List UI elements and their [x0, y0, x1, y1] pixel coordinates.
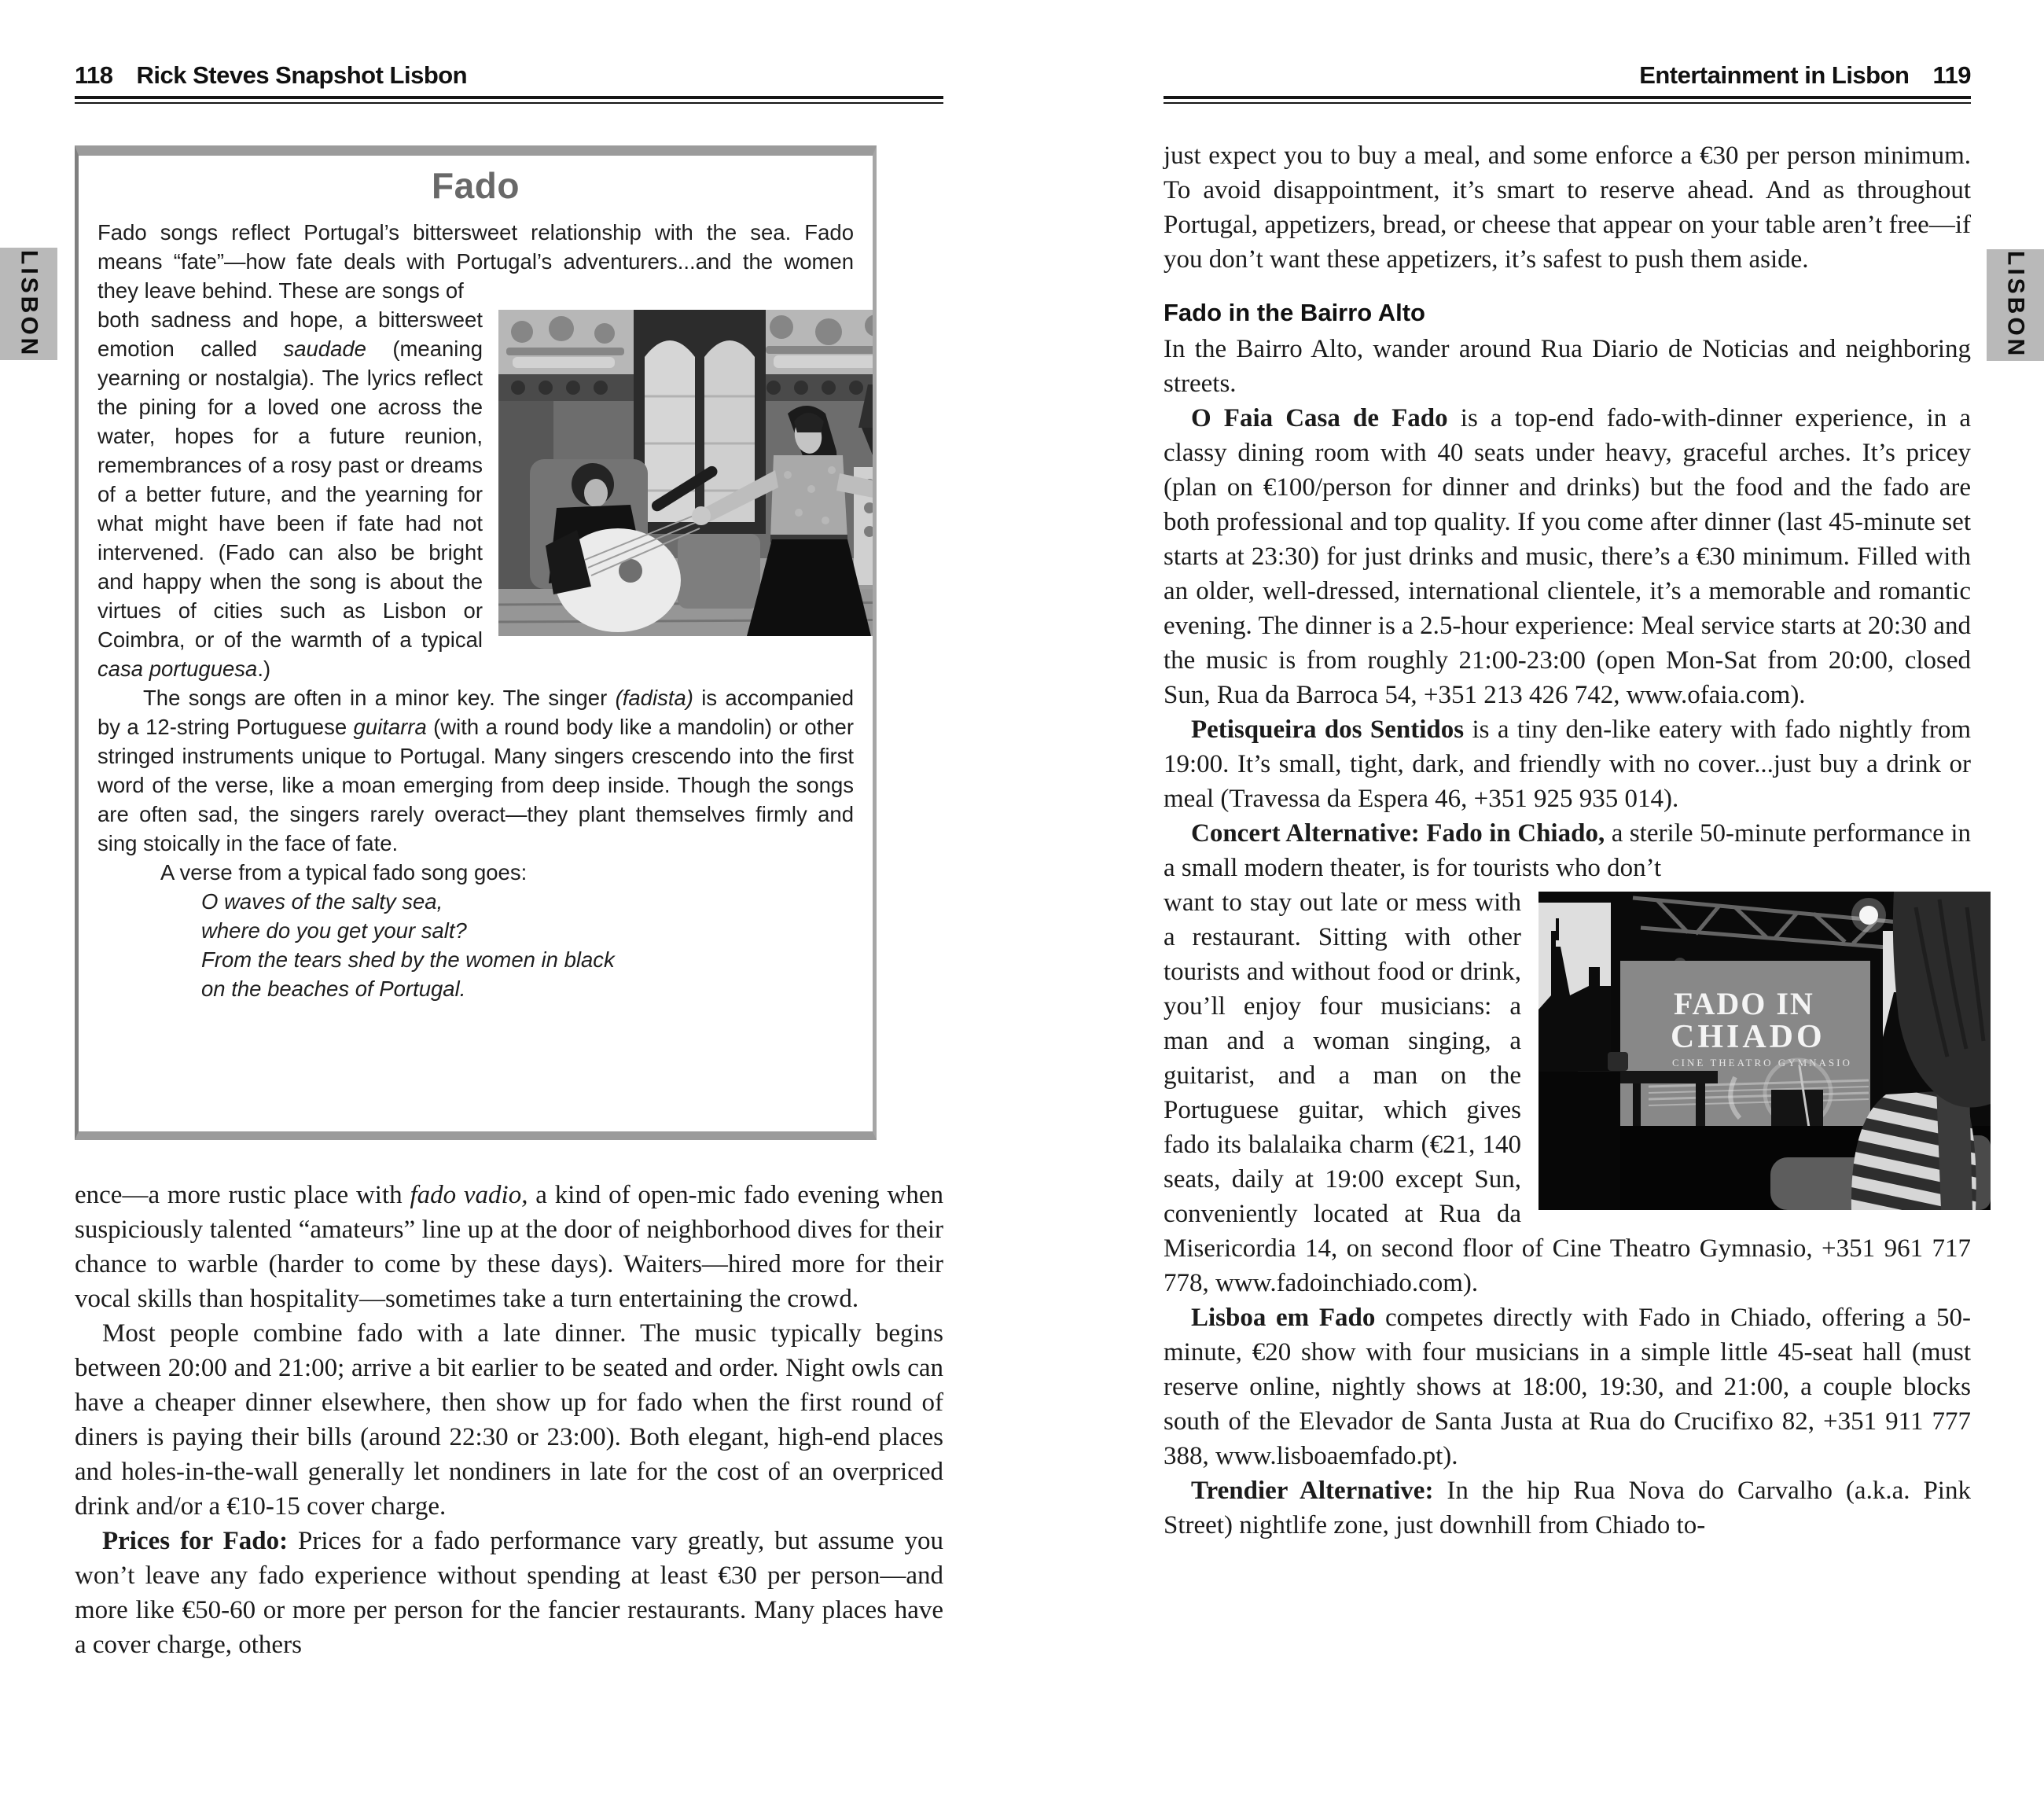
- fado-performance-photo-art: [498, 310, 877, 636]
- right-header-rule: [1164, 96, 1971, 104]
- body-paragraph: Most people combine fado with a late dinner. The music typically begins between 20:00 and 21:00; arrive a bit earlier to be seated and order. Night owls can have a cheaper dinner elsewhere, then show up for fado when the first round of diners is paying their bills (around 22:30 or 23:00). Both elegant, high-end places and holes-in-the-wall generally let nondiners in late for the cost of an overpriced drink and/or a €10-15 cover charge.: [75, 1319, 943, 1521]
- left-page-number: 118: [75, 61, 113, 89]
- sidebar-paragraph: A verse from a typical fado song goes:: [160, 860, 528, 885]
- fado-in-chiado-photo-art: [1539, 892, 1991, 1210]
- left-page-body: [75, 1178, 943, 1662]
- right-running-title: Entertainment in Lisbon: [1639, 61, 1910, 89]
- body-paragraph: Petisqueira dos Sentidos is a tiny den-like eatery with fado nightly from 19:00. It’s small, tight, dark, and friendly with no cover...just buy a drink or meal (Travessa da Espera 46, +351 925 935 014).: [1164, 715, 1971, 813]
- body-paragraph: ence—a more rustic place with fado vadio, a kind of open-mic fado evening when suspiciously talented “amateurs” line up at the door of neighborhood dives for their chance to warble (harder to come by these days). Waiters—hired more for their vocal skills than hospitality—sometimes take a turn entertaining the crowd.: [75, 1181, 943, 1313]
- sidebar-paragraph: Fado songs reflect Portugal’s bittersweet relationship with the sea. Fado means “fate”—how fate deals with Portugal’s adventurers...and the women they leave behind. These are songs of: [97, 220, 854, 303]
- svg-text:CHIADO: CHIADO: [1671, 1019, 1825, 1055]
- fado-performance-photo: [498, 310, 877, 636]
- sidebar-paragraph: [97, 305, 854, 683]
- left-page-header: [75, 61, 467, 90]
- sidebar-paragraph: The songs are often in a minor key. The singer (fadista) is accompanied by a 12-string Portuguese guitarra (with a round body like a mandolin) or other stringed instruments unique to Portugal. Many singers crescendo into the first word of the verse, like a moan emerging from deep inside. Though the songs are often sad, the singers rarely overact—they plant themselves firmly and sing stoically in the face of fate.: [97, 686, 855, 855]
- fado-verse: O waves of the salty sea, where do you get your salt? From the tears shed by the women in black on the beaches of Portugal.: [201, 889, 615, 1001]
- svg-text:CINE THEATRO GYMNASIO: CINE THEATRO GYMNASIO: [1672, 1057, 1852, 1068]
- svg-text:FADO IN: FADO IN: [1674, 986, 1814, 1021]
- left-lisbon-tab: [0, 248, 57, 360]
- right-page-number: 119: [1932, 61, 1971, 89]
- right-page-header: [1639, 61, 1971, 90]
- right-tab-label: LISBON: [2002, 251, 2029, 359]
- fado-in-chiado-photo: [1539, 892, 1991, 1210]
- body-paragraph: Lisboa em Fado competes directly with Fado in Chiado, offering a 50-minute, €20 show with four musicians in a simple little 45-seat hall (must reserve online, nightly shows at 18:00, 19:30, and 21:00, a couple blocks south of the Elevador de Santa Justa at Rua do Crucifixo 82, +351 911 777 388, www.lisboaemfado.pt).: [1164, 1304, 1971, 1470]
- right-lisbon-tab: [1987, 249, 2044, 361]
- body-paragraph: just expect you to buy a meal, and some enforce a €30 per person minimum. To avoid disappointment, it’s smart to reserve ahead. And as throughout Portugal, appetizers, bread, or cheese that appear on your table aren’t free—if you don’t want these appetizers, it’s safest to push them aside.: [1164, 142, 1971, 274]
- fado-sidebar-box: [75, 145, 877, 1140]
- left-running-title: Rick Steves Snapshot Lisbon: [136, 61, 468, 89]
- body-paragraph: [1164, 885, 1971, 1300]
- body-paragraph-text: want to stay out late or mess with a restaurant. Sitting with other tourists and without food or drink, you’ll enjoy four musicians: a man and a woman singing, a guitarist, and a man on the Portuguese guitar, which gives fado its balalaika charm (€21, 140 seats, daily at 19:00 except Sun, conveniently located at Rua da Misericordia 14, on second floor of Cine Theatro Gymnasio, +351 961 717 778, www.fadoinchiado.com).: [1164, 888, 1971, 1297]
- sidebar-title: Fado: [432, 165, 520, 206]
- left-tab-label: LISBON: [16, 249, 42, 359]
- body-paragraph: Prices for Fado: Prices for a fado performance vary greatly, but assume you won’t leave any fado experience without spending at least €30 per person—and more like €50-60 or more per person for the fancier restaurants. Many places have a cover charge, others: [75, 1527, 943, 1659]
- section-heading: Fado in the Bairro Alto: [1164, 299, 1425, 326]
- right-page-body: [1164, 138, 1971, 1543]
- sidebar-paragraph-text: both sadness and hope, a bittersweet emotion called saudade (meaning yearning or nostalgia). The lyrics reflect the pining for a loved one across the water, hopes for a future reunion, remembrances of a rosy past or dreams of a better future, and the yearning for what might have been if fate had not intervened. (Fado can also be bright and happy when the song is about the virtues of cities such as Lisbon or Coimbra, or of the warmth of a typical casa portuguesa.): [97, 307, 483, 681]
- body-paragraph: O Faia Casa de Fado is a top-end fado-with-dinner experience, in a classy dining room with 40 seats under heavy, graceful arches. It’s pricey (plan on €100/person for dinner and drinks) but the food and the fado are both professional and top quality. If you come after dinner (last 45-minute set starts at 23:30) for just drinks and music, there’s a €30 minimum. Filled with an older, well-dressed, international clientele, it’s a memorable and romantic evening. The dinner is a 2.5-hour experience: Meal service starts at 20:30 and the music is from roughly 21:00-23:00 (open Mon-Sat from 20:00, closed Sun, Rua da Barroca 54, +351 213 426 742, www.ofaia.com).: [1164, 404, 1971, 709]
- body-paragraph: In the Bairro Alto, wander around Rua Diario de Noticias and neighboring streets.: [1164, 335, 1971, 398]
- body-paragraph: Concert Alternative: Fado in Chiado, a sterile 50-minute performance in a small modern theater, is for tourists who don’t: [1164, 819, 1971, 882]
- body-paragraph: Trendier Alternative: In the hip Rua Nova do Carvalho (a.k.a. Pink Street) nightlife zone, just downhill from Chiado to-: [1164, 1477, 1971, 1539]
- left-header-rule: [75, 96, 943, 104]
